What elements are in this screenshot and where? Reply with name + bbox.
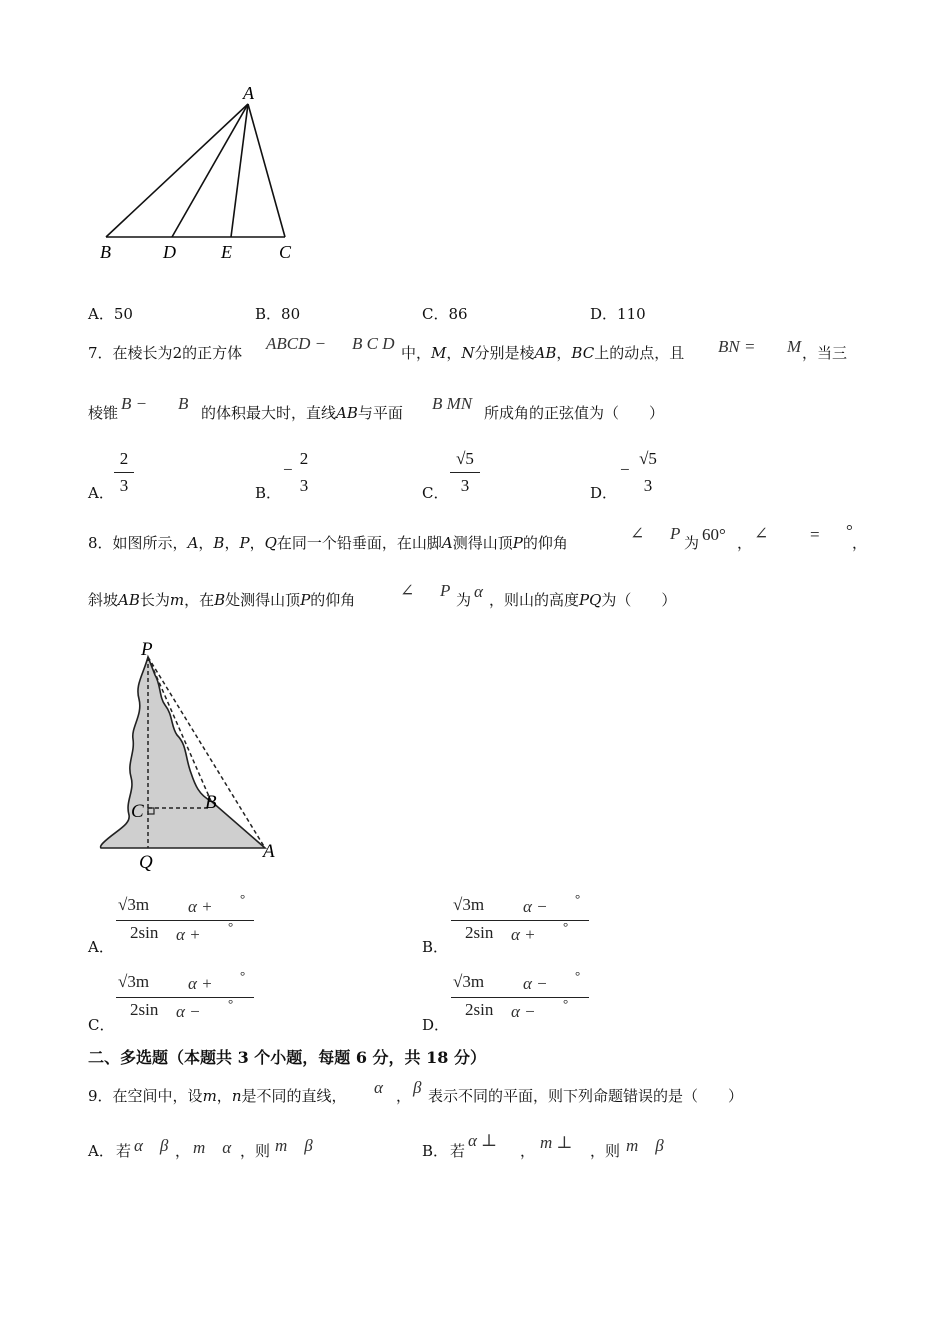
- label-a: A: [243, 83, 254, 103]
- q8-option-a-fraction: √3m α + ° 2sin α + °: [116, 895, 256, 947]
- q8-text-comma2: ，: [852, 534, 868, 552]
- label-p: P: [141, 639, 153, 660]
- q7-math-cube-2: B C D: [352, 334, 395, 353]
- segment-ab: [106, 104, 248, 237]
- q6-option-c: C．86: [422, 305, 468, 323]
- q8-option-b-fraction: √3m α − ° 2sin α + °: [451, 895, 591, 947]
- q8-text-comma1: ，: [737, 534, 753, 552]
- q7-option-a-fraction: 2 3: [114, 448, 134, 497]
- q7-math-cube: ABCD −: [266, 334, 327, 353]
- q8-option-c-fraction: √3m α + ° 2sin α − °: [116, 972, 256, 1024]
- q9-stem: 9．在空间中，设m，n是不同的直线，: [88, 1087, 347, 1105]
- q9-text-sep: ，: [396, 1087, 412, 1105]
- q7-option-b-letter: B．: [255, 484, 282, 502]
- label-b: B: [205, 792, 217, 813]
- q7-option-b-fraction: 2 3: [296, 448, 312, 497]
- label-c: C: [279, 242, 292, 262]
- q8-math-alpha: α: [474, 582, 483, 601]
- q8-math-angle3: ∠: [400, 581, 415, 600]
- q8-text-wei: 为: [684, 534, 700, 552]
- q7-math-bn: BN =: [718, 337, 756, 356]
- q8-stem-line1: 8．如图所示，A，B，P，Q在同一个铅垂面，在山脚A测得山顶P的仰角: [88, 534, 568, 552]
- q9-math-beta: β: [413, 1078, 422, 1097]
- q7-option-b-sign: −: [283, 460, 293, 479]
- segment-ac: [248, 104, 285, 237]
- q7-stem-line1b: 中，M，N分别是棱AB，BC上的动点，且: [401, 344, 685, 362]
- q8-option-d-fraction: √3m α − ° 2sin α − °: [451, 972, 591, 1024]
- label-e: E: [221, 242, 232, 262]
- label-d: D: [163, 242, 176, 262]
- segment-ae: [231, 104, 248, 237]
- q8-math-angle2: ∠: [754, 524, 769, 543]
- q8-math-eq: =: [810, 525, 820, 544]
- label-c: C: [131, 801, 144, 822]
- q8-math-angle3-p: P: [440, 581, 451, 600]
- q8-math-60: 60°: [702, 525, 726, 544]
- q7-stem-line1c: ，当三: [802, 344, 848, 362]
- q8-text-wei2: 为: [456, 591, 472, 609]
- q7-option-a-letter: A．: [88, 484, 114, 502]
- q7-option-d-letter: D．: [590, 484, 618, 502]
- q8-option-d-letter: D．: [422, 1016, 450, 1034]
- q7-stem-line1: 7．在棱长为2的正方体: [88, 344, 243, 362]
- segment-ad: [172, 104, 248, 237]
- q6-option-d: D．110: [590, 305, 646, 323]
- q8-option-b-letter: B．: [422, 938, 449, 956]
- q7-math-bn-2: M: [787, 337, 802, 356]
- label-q: Q: [139, 852, 153, 873]
- q7-math-pyramid-2: B: [178, 394, 189, 413]
- q7-stem-line2b: 的体积最大时，直线AB与平面: [201, 404, 403, 422]
- q8-math-angle1: ∠: [630, 524, 645, 543]
- q9-math-alpha: α: [374, 1078, 383, 1097]
- q9-stem-tail: 表示不同的平面，则下列命题错误的是（ ）: [428, 1087, 744, 1105]
- q8-stem-line2: 斜坡AB长为m，在B处测得山顶P的仰角: [88, 591, 356, 609]
- mountain-figure: [95, 635, 295, 875]
- section-heading: 二、多选题（本题共 3 个小题，每题 6 分，共 18 分）: [88, 1048, 486, 1067]
- q6-option-a: A．50: [88, 305, 133, 323]
- q7-option-c-letter: C．: [422, 484, 449, 502]
- q8-math-angle1-p: P: [670, 524, 681, 543]
- q8-stem-line2b: ，则山的高度PQ为（ ）: [489, 591, 677, 609]
- q7-stem-line2c: 所成角的正弦值为（ ）: [484, 404, 665, 422]
- triangle-figure: [90, 80, 320, 270]
- label-a: A: [263, 841, 275, 862]
- label-b: B: [100, 242, 111, 262]
- q7-math-pyramid: B −: [121, 394, 148, 413]
- q7-option-d-sign: −: [620, 460, 630, 479]
- q7-option-c-fraction: √5 3: [450, 448, 480, 497]
- q8-math-deg: °: [846, 521, 853, 540]
- q6-option-b: B．80: [255, 305, 301, 323]
- mountain-shape: [101, 657, 265, 848]
- q7-math-plane: B MN: [432, 394, 473, 413]
- q7-stem-line2a: 棱锥: [88, 404, 119, 422]
- q8-option-a-letter: A．: [88, 938, 114, 956]
- q7-option-d-fraction: √5 3: [634, 448, 662, 497]
- q8-option-c-letter: C．: [88, 1016, 115, 1034]
